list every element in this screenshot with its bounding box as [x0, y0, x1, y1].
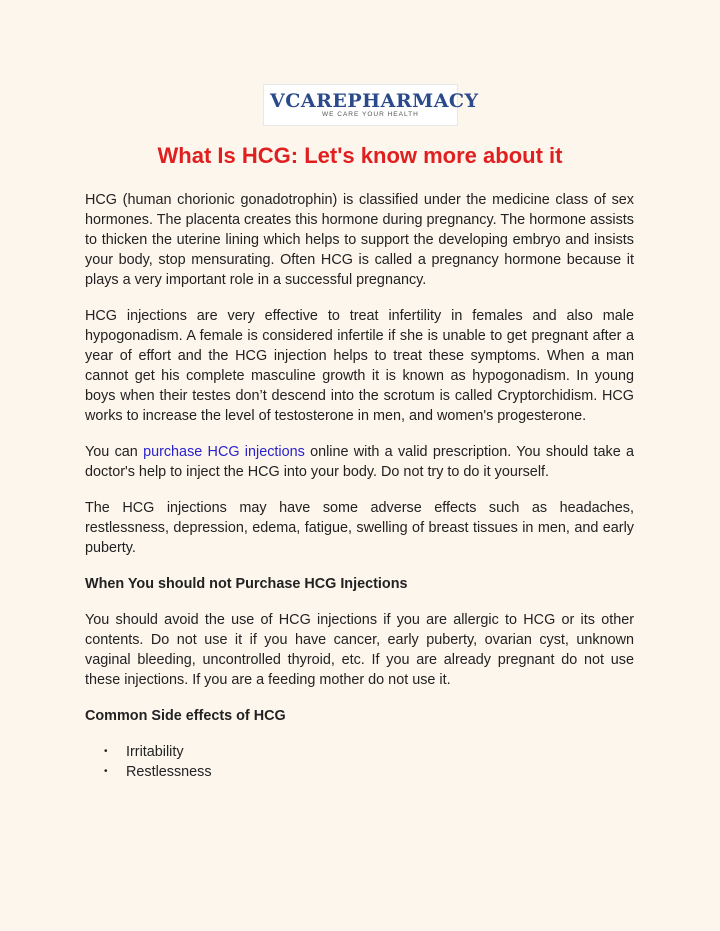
logo-name-suffix: PHARMACY — [347, 90, 479, 112]
logo-name-prefix: VCARE — [270, 90, 348, 112]
article-body — [85, 190, 634, 782]
paragraph-purchase-after: online with a valid prescription. You should take a doctor's help to inject the HCG into your body. Do not try to do it yourself. — [85, 444, 634, 480]
list-item — [85, 762, 634, 782]
heading-side-effects: Common Side effects of HCG — [85, 708, 286, 724]
paragraph-adverse-effects: The HCG injections may have some adverse effects such as headaches, restlessness, depression, edema, fatigue, swelling of breast tissues in men, and early puberty. — [85, 500, 634, 556]
bullet-icon: • — [104, 766, 108, 777]
vcare-pharmacy-logo — [263, 84, 479, 126]
paragraph-intro: HCG (human chorionic gonadotrophin) is classified under the medicine class of sex hormones. The placenta creates this hormone during pregnancy. The hormone assists to thicken the uterine lining which helps to support the developing embryo and insists your body, stop mensurating. Often HCG is called a pregnancy hormone because it plays a very important role in a successful pregnancy. — [85, 192, 634, 288]
list-item-label: Irritability — [126, 744, 184, 760]
bullet-icon: • — [104, 746, 108, 757]
logo-text — [270, 91, 479, 119]
purchase-hcg-link[interactable]: purchase HCG injections — [143, 444, 305, 460]
page-title: What Is HCG: Let's know more about it — [157, 143, 563, 168]
logo-tagline: WE CARE YOUR HEALTH — [322, 111, 419, 118]
logo-name — [270, 91, 479, 111]
paragraph-purchase — [85, 442, 634, 482]
paragraph-avoid: You should avoid the use of HCG injections if you are allergic to HCG or its other contents. Do not use it if you have cancer, early puberty, ovarian cyst, unknown vaginal bleeding, uncontrolled thyroid, etc. If you are already pregnant do not use these injections. If you are a feeding mother do not use it. — [85, 612, 634, 688]
paragraph-purchase-before: You can — [85, 444, 144, 460]
list-item — [85, 742, 634, 762]
paragraph-infertility: HCG injections are very effective to treat infertility in females and also male hypogonadism. A female is considered infertile if she is unable to get pregnant after a year of effort and the HCG injection helps to treat these symptoms. When a man cannot get his complete masculine growth it is known as hypogonadism. In young boys when their testes don’t descend into the scrotum is called Cryptorchidism. HCG works to increase the level of testosterone in men, and women's progesterone. — [85, 308, 634, 424]
list-item-label: Restlessness — [126, 764, 212, 780]
side-effects-list — [85, 742, 634, 782]
heading-when-not-purchase: When You should not Purchase HCG Injections — [85, 576, 408, 592]
